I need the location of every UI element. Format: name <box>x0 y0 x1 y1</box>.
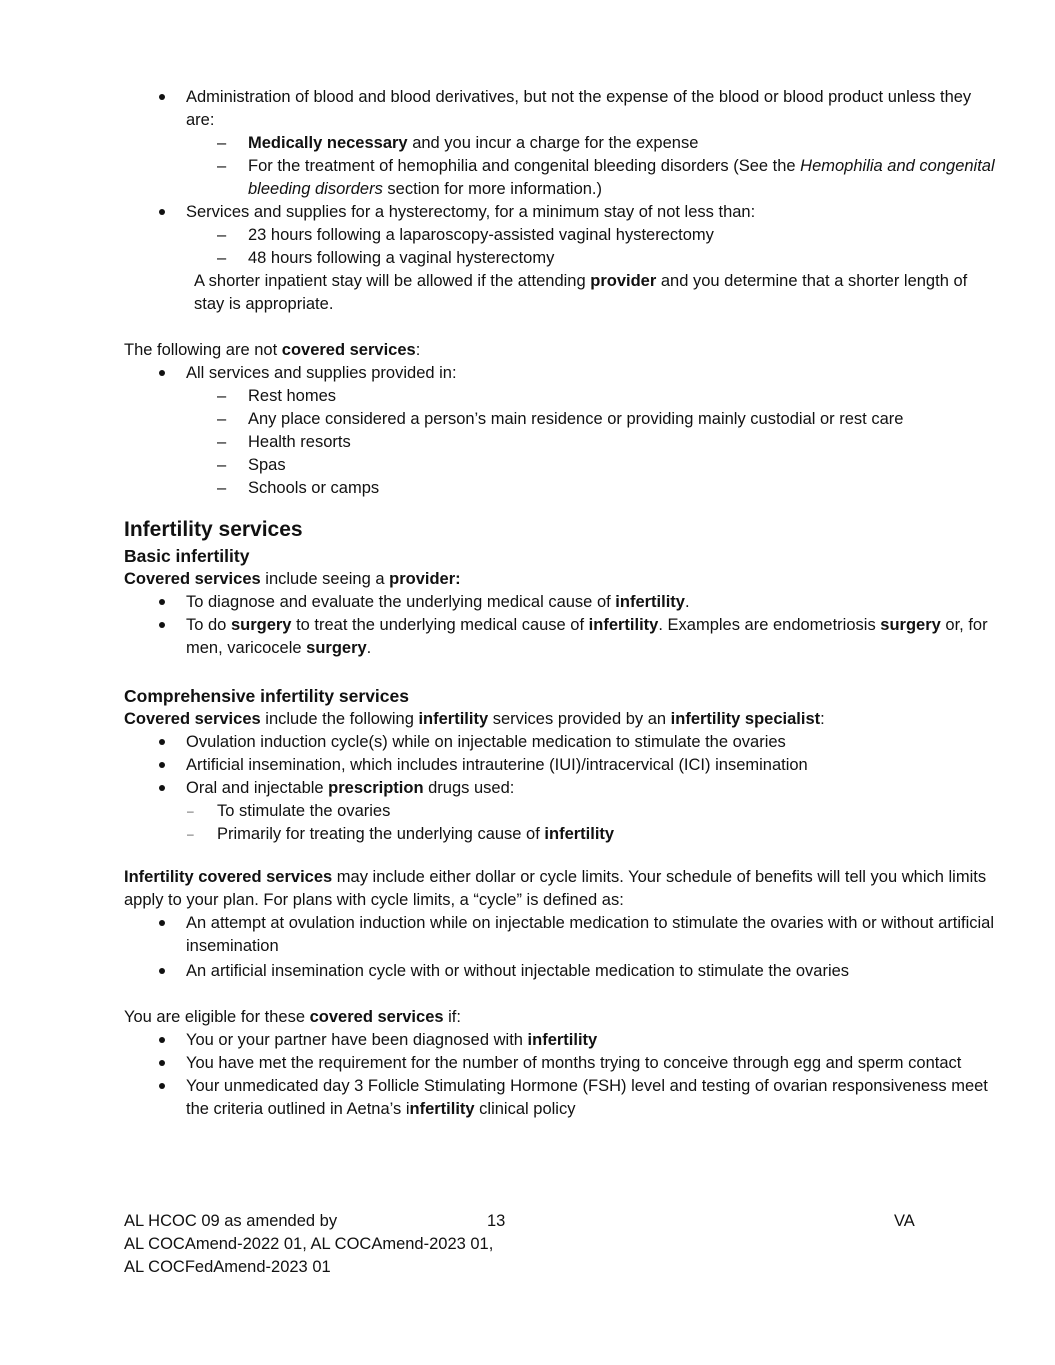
state-code: VA <box>894 1212 915 1230</box>
section-heading: Infertility services <box>124 518 303 541</box>
subsection-heading: Comprehensive infertility services <box>124 686 409 706</box>
subsection-heading: Basic infertility <box>124 546 250 566</box>
list-item: Administration of blood and blood derivatives, but not the expense of the blood or blood product unless they are: – Medically necessary and you incur a charge for the expense – For the treatment of hemophilia and congenital bleeding disorders (See the Hemophilia and congenital bleeding disorders section for more information.) <box>186 86 999 201</box>
page-number: 13 <box>487 1212 506 1230</box>
sub-list <box>186 132 999 201</box>
list-item: – Spas <box>248 454 999 477</box>
list-item: – To stimulate the ovaries <box>217 800 999 823</box>
list-item: An artificial insemination cycle with or without injectable medication to stimulate the ovaries <box>186 960 999 983</box>
document-body <box>124 86 999 1121</box>
list-item: – Any place considered a person’s main residence or providing mainly custodial or rest care <box>248 408 999 431</box>
sub-list <box>186 800 999 846</box>
basic-intro: Covered services include seeing a provider: <box>124 570 461 588</box>
list-item: – Primarily for treating the underlying cause of infertility <box>217 823 999 846</box>
list-item: Ovulation induction cycle(s) while on injectable medication to stimulate the ovaries <box>186 731 999 754</box>
eligibility-intro: You are eligible for these covered services if: <box>124 1008 461 1026</box>
blood-hysterectomy-list <box>124 86 999 270</box>
comprehensive-list <box>124 731 999 846</box>
list-item: To do surgery to treat the underlying medical cause of infertility. Examples are endometriosis surgery or, for men, varicocele surgery. <box>186 614 999 660</box>
comprehensive-intro: Covered services include the following infertility services provided by an infertility specialist: <box>124 710 825 728</box>
eligibility-list <box>124 1029 999 1121</box>
list-item: Artificial insemination, which includes intrauterine (IUI)/intracervical (ICI) insemination <box>186 754 999 777</box>
not-covered-list <box>124 362 999 500</box>
not-covered-intro: The following are not covered services: <box>124 341 421 359</box>
list-item: – 48 hours following a vaginal hysterectomy <box>248 247 999 270</box>
list-item: An attempt at ovulation induction while on injectable medication to stimulate the ovaries with or without artificial insemination <box>186 912 999 958</box>
list-item: Services and supplies for a hysterectomy, for a minimum stay of not less than: – 23 hours following a laparoscopy-assisted vaginal hysterectomy – 48 hours following a vaginal hysterectomy <box>186 201 999 270</box>
shorter-stay-note: A shorter inpatient stay will be allowed if the attending provider and you determine that a shorter length of stay is appropriate. <box>194 272 968 313</box>
places-list <box>186 385 999 500</box>
sub-list <box>186 224 999 270</box>
list-item: – 23 hours following a laparoscopy-assisted vaginal hysterectomy <box>248 224 999 247</box>
list-item: – Rest homes <box>248 385 999 408</box>
list-item: Oral and injectable prescription drugs used: – To stimulate the ovaries – Primarily for treating the underlying cause of infertility <box>186 777 999 846</box>
list-item: – Health resorts <box>248 431 999 454</box>
list-item: To diagnose and evaluate the underlying medical cause of infertility. <box>186 591 999 614</box>
limits-paragraph: Infertility covered services may include either dollar or cycle limits. Your schedule of benefits will tell you which limits apply to your plan. For plans with cycle limits, a “cycle” is defined as: <box>124 868 987 909</box>
footer-form-id-line3: AL COCFedAmend-2023 01 <box>124 1258 331 1276</box>
basic-infertility-list <box>124 591 999 660</box>
list-item: You or your partner have been diagnosed with infertility <box>186 1029 999 1052</box>
page-footer <box>124 1210 924 1279</box>
list-item: Your unmedicated day 3 Follicle Stimulating Hormone (FSH) level and testing of ovarian responsiveness meet the criteria outlined in Aetna’s infertility clinical policy <box>186 1075 999 1121</box>
list-item: – Medically necessary and you incur a charge for the expense <box>248 132 999 155</box>
list-item: All services and supplies provided in: – Rest homes – Any place considered a person’s main residence or providing mainly custodial or rest care – Health resorts – Spas – Schools or camps <box>186 362 999 500</box>
cycle-definition-list <box>124 912 999 983</box>
list-item: You have met the requirement for the number of months trying to conceive through egg and sperm contact <box>186 1052 999 1075</box>
footer-form-id-line2: AL COCAmend-2022 01, AL COCAmend-2023 01, <box>124 1235 494 1253</box>
list-item: – For the treatment of hemophilia and congenital bleeding disorders (See the Hemophilia and congenital bleeding disorders section for more information.) <box>248 155 999 201</box>
footer-form-id-line1: AL HCOC 09 as amended by <box>124 1212 338 1230</box>
list-item: – Schools or camps <box>248 477 999 500</box>
